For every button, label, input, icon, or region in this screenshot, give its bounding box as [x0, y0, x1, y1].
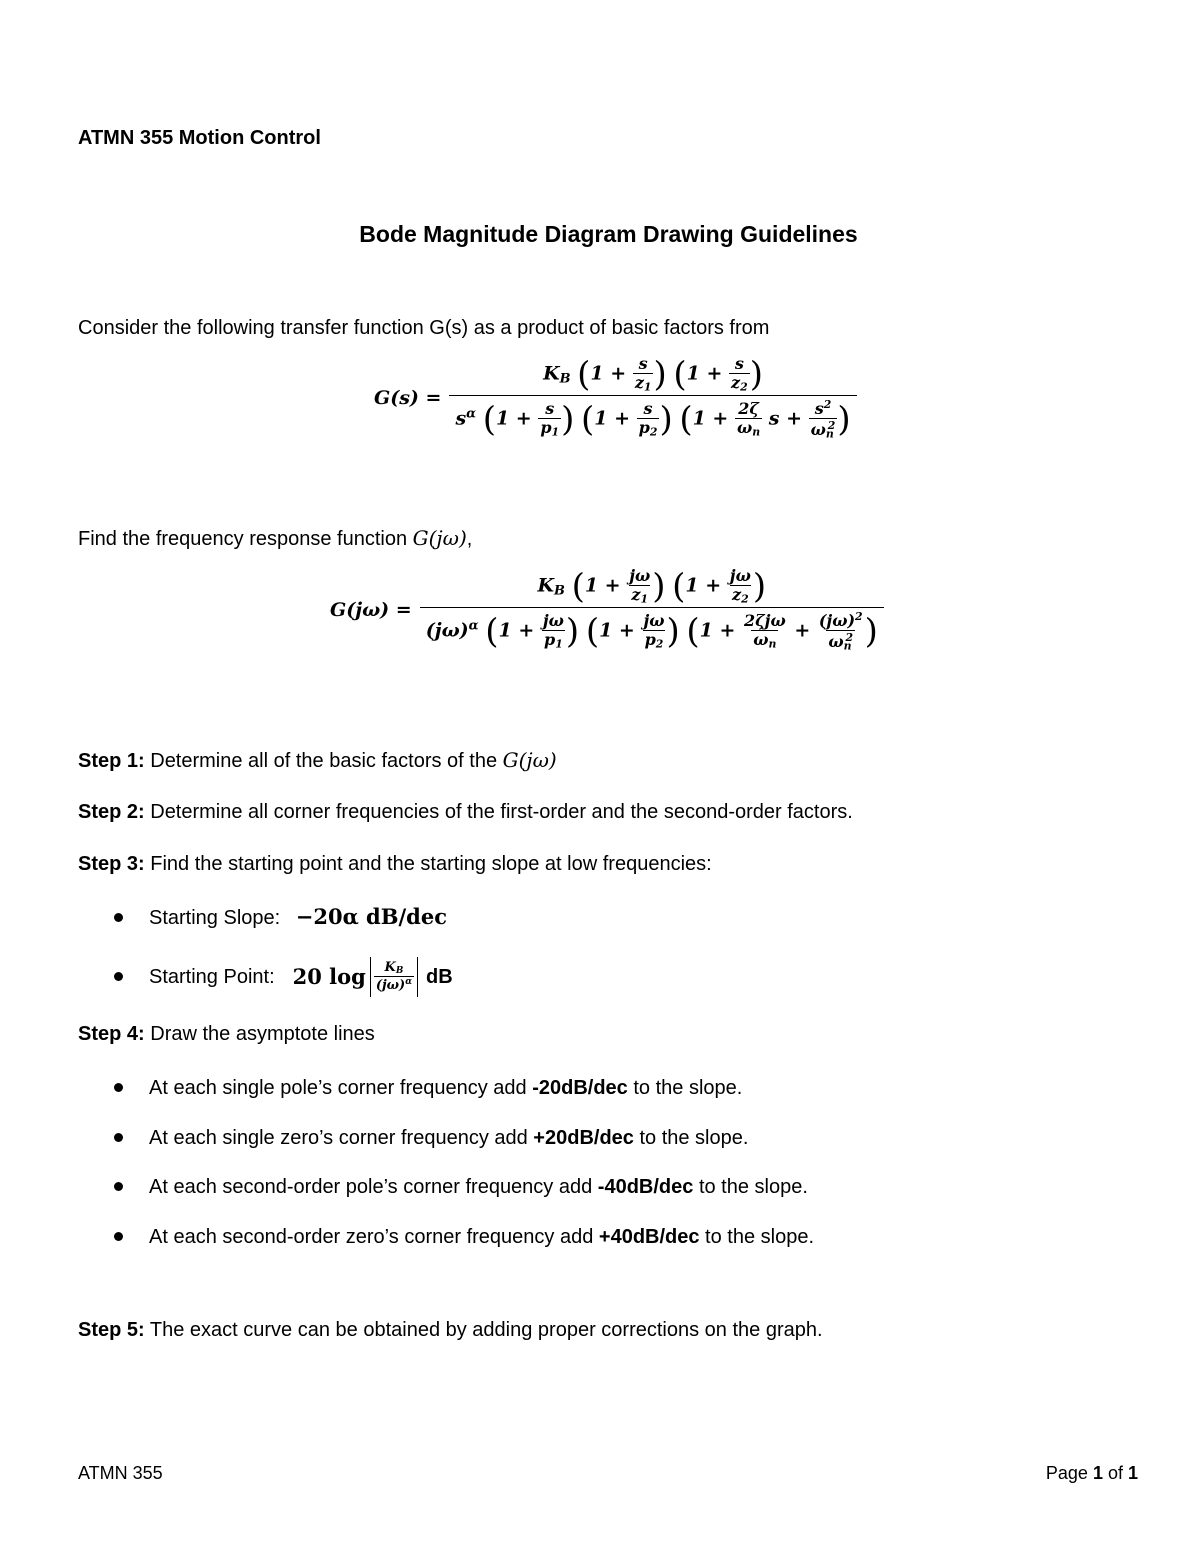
step4-bullet: At each second-order zero’s corner frequency add +40dB/dec to the slope. — [149, 1226, 815, 1248]
step-3: Step 3: Find the starting point and the starting slope at low frequencies: — [78, 853, 712, 875]
page-title: Bode Magnitude Diagram Drawing Guidelines — [359, 221, 858, 247]
bullet-icon — [114, 1083, 123, 1092]
step-2: Step 2: Determine all corner frequencies of the first-order and the second-order factors. — [78, 801, 853, 823]
eq1-numerator: $K_B$ (1 + $\frac{s}{z_1}$ ) (1 + $\frac{s}{z_2}$ ) — [543, 354, 763, 395]
eq2-lhs: G(jω) = — [330, 598, 412, 621]
starting-slope: Starting Slope: −20α dB/dec — [149, 904, 447, 929]
step4-bullet: At each single pole’s corner frequency add -20dB/dec to the slope. — [149, 1077, 743, 1099]
step4-bullet: At each single zero’s corner frequency add +20dB/dec to the slope. — [149, 1127, 749, 1149]
footer-left: ATMN 355 — [78, 1463, 163, 1483]
bullet-icon — [114, 913, 123, 922]
step-5: Step 5: The exact curve can be obtained by adding proper corrections on the graph. — [78, 1319, 823, 1341]
step-1: Step 1: Determine all of the basic factors of the G(jω) — [78, 748, 557, 772]
eq2-fraction — [420, 568, 884, 652]
course-header: ATMN 355 Motion Control — [78, 127, 321, 149]
starting-point: Starting Point: 20 log $\frac{K_B}{(j\omega)^\alpha}$ dB — [149, 955, 453, 999]
step4-bullet: At each second-order pole’s corner frequency add -40dB/dec to the slope. — [149, 1176, 808, 1198]
transfer-function-equation — [374, 356, 857, 440]
g-jw-inline: G(jω) — [412, 526, 467, 550]
eq2-denominator: $(j\omega)^\alpha$ (1 + $\frac{j\omega}{p_1}$ ) (1 + $\frac{j\omega}{p_2}$ ) (1 + $\frac{\text{2ζjω}}{\omega_n}$ + $\frac{(j\omega)^2}{\omega_n^2}$ ) — [420, 607, 884, 652]
frequency-response-text: Find the frequency response function G(jω), — [78, 526, 473, 550]
eq1-denominator: $s^\alpha$ (1 + $\frac{s}{p_1}$ ) (1 + $\frac{s}{p_2}$ ) (1 + $\frac{2\zeta}{\omega_n}$ s + $\frac{s^2}{\omega_n^2}$ ) — [449, 395, 856, 440]
page-number: Page 1 of 1 — [1045, 1463, 1138, 1483]
bullet-icon — [114, 1182, 123, 1191]
bullet-icon — [114, 972, 123, 981]
eq1-lhs: G(s) = — [374, 386, 442, 409]
bullet-icon — [114, 1232, 123, 1241]
step-4: Step 4: Draw the asymptote lines — [78, 1023, 375, 1045]
bullet-icon — [114, 1133, 123, 1142]
eq1-fraction — [449, 356, 856, 440]
g-jw-inline: G(jω) — [502, 748, 557, 772]
frequency-response-equation — [330, 568, 884, 652]
intro-text: Consider the following transfer function G(s) as a product of basic factors from — [78, 317, 770, 339]
eq2-numerator: $K_B$ (1 + $\frac{j\omega}{z_1}$ ) (1 + $\frac{j\omega}{z_2}$ ) — [537, 566, 767, 607]
